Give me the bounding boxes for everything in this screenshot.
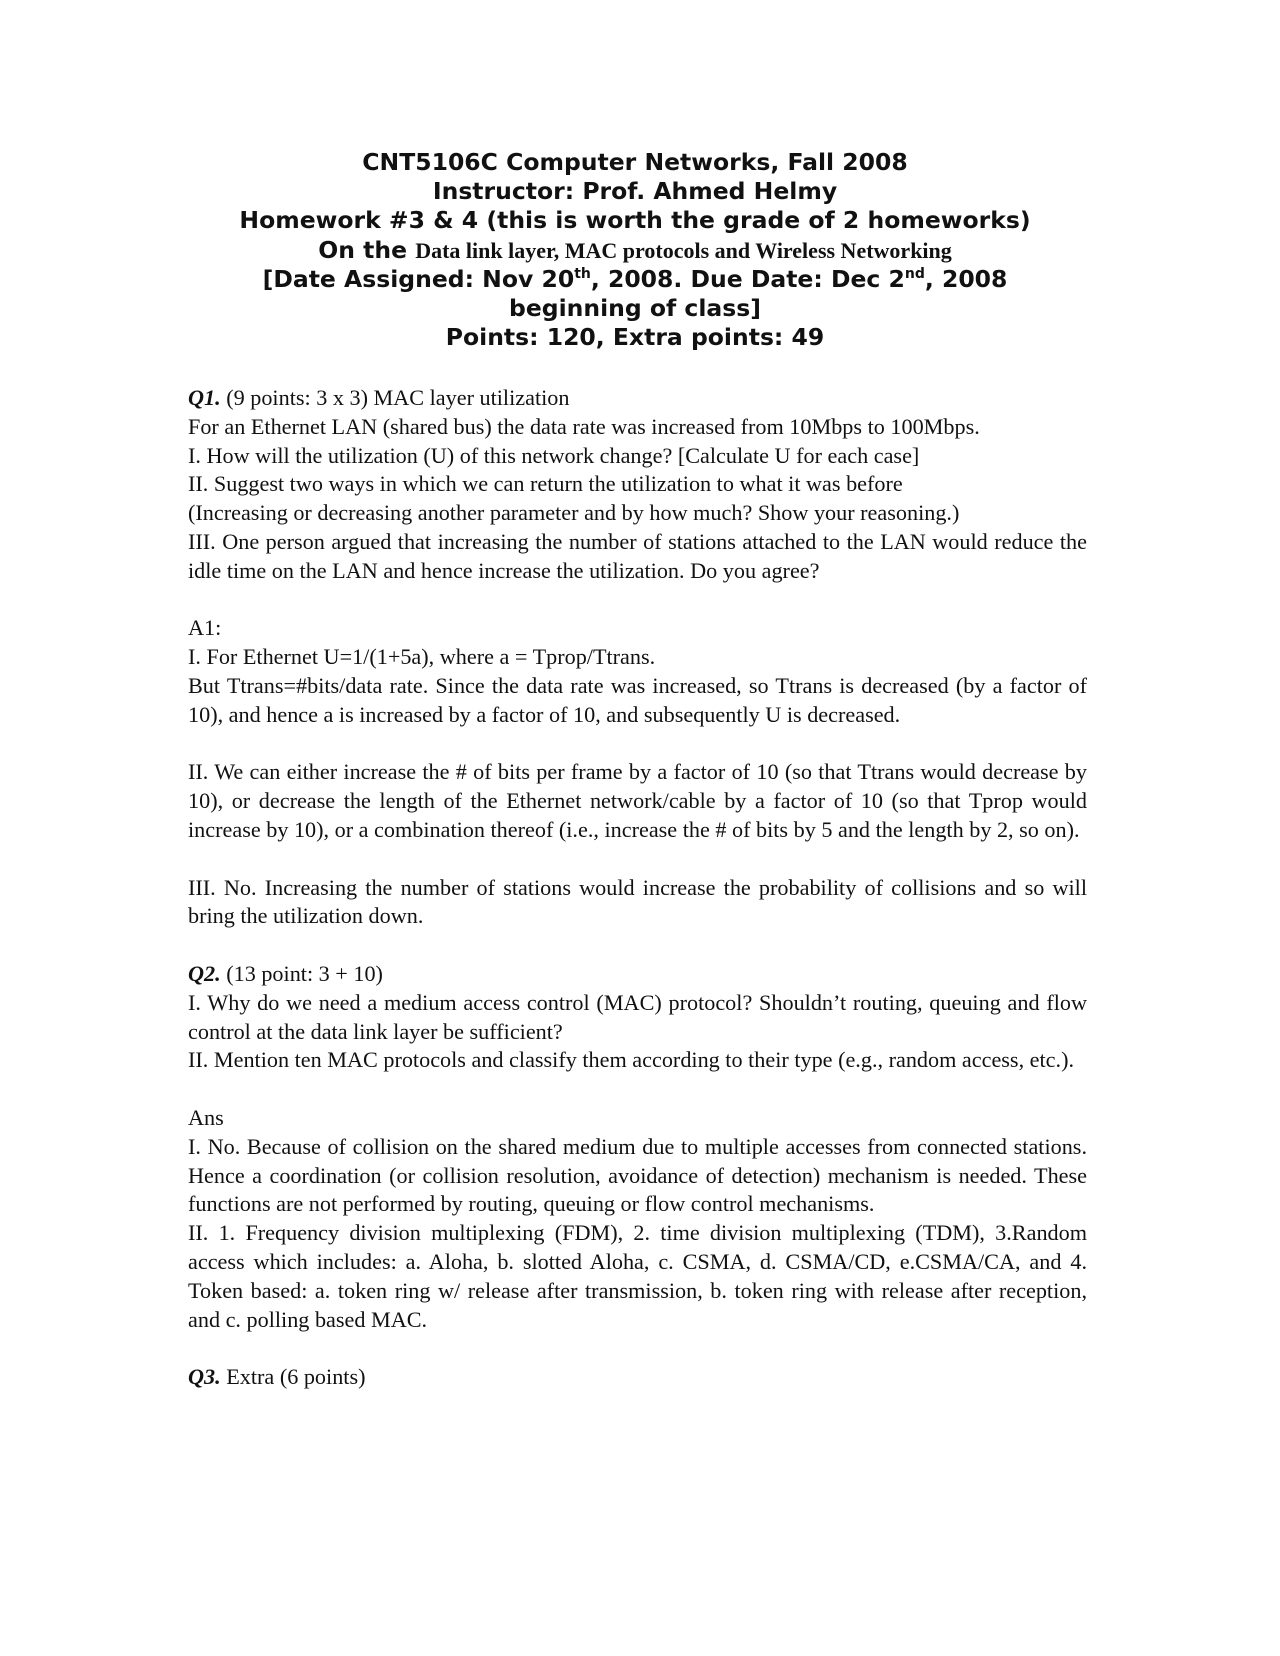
points-line: Points: 120, Extra points: 49 [445,323,825,352]
dates-line [160,265,1110,294]
instructor-line: Instructor: Prof. Ahmed Helmy [432,177,838,206]
spacer [188,1075,1087,1104]
a1-part2-paragraph: II. We can either increase the # of bits per frame by a factor of 10 (so that Ttrans would decrease by 10), or decrease the length of the Ethernet network/cable by a factor of 10 (so that Tprop would increase by 10), or a combination thereof (i.e., increase the # of bits by 5 and the length by 2, so on). [188,759,1087,842]
q3-label: Q3. [188,1364,221,1390]
ans2-part2-paragraph: II. 1. Frequency division multiplexing (FDM), 2. time division multiplexing (TDM), 3.Random access which includes: a. Aloha, b. slotted Aloha, c. CSMA, d. CSMA/CD, e.CSMA/CA, and 4. Token based: a. token ring w/ release after transmission, b. token ring with release after reception, and c. polling based MAC. [188,1220,1087,1332]
a1-label: A1: [188,615,222,641]
a1-part1-paragraph: But Ttrans=#bits/data rate. Since the data rate was increased, so Ttrans is decreased (by a factor of 10), and hence a is increased by a factor of 10, and subsequently U is decreased. [188,672,1087,727]
spacer [188,1334,1087,1363]
date-assigned: [Date Assigned: Nov 20 [262,264,575,293]
due-year: , 2008 [924,264,1008,293]
q1-line: II. Suggest two ways in which we can return the utilization to what it was before [188,471,903,497]
q1-line: For an Ethernet LAN (shared bus) the data rate was increased from 10Mbps to 100Mbps. [188,413,980,439]
q1-line: III. One person argued that increasing the number of stations attached to the LAN would reduce the idle time on the LAN and hence increase the utilization. Do you agree? [188,528,1087,583]
q2-heading [188,960,1087,989]
q1-line: I. How will the utilization (U) of this network change? [Calculate U for each case] [188,442,920,468]
ans2-part1-paragraph: I. No. Because of collision on the shared medium due to multiple accesses from connected stations. Hence a coordination (or collision resolution, avoidance of detection) mechanism is needed. These functions are not performed by routing, queuing or flow control mechanisms. [188,1133,1087,1217]
a1-part3-paragraph: III. No. Increasing the number of stations would increase the probability of collisions and so will bring the utilization down. [188,874,1087,929]
homework-title: Homework #3 & 4 (this is worth the grade of 2 homeworks) [239,206,1031,235]
q2-part1-paragraph: I. Why do we need a medium access control (MAC) protocol? Shouldn’t routing, queuing and flow control at the data link layer be sufficient? [188,989,1087,1044]
q2-title: (13 point: 3 + 10) [220,960,383,986]
due-date: , 2008. Due Date: Dec 2 [590,264,905,293]
topic-line [160,236,1110,265]
document-header [160,148,1110,352]
a1-part1-line1: I. For Ethernet U=1/(1+5a), where a = Tprop/Ttrans. [188,644,656,670]
q1-line: (Increasing or decreasing another parameter and by how much? Show your reasoning.) [188,500,960,526]
spacer [188,730,1087,759]
q1-label: Q1. [188,385,221,410]
course-title: CNT5106C Computer Networks, Fall 2008 [362,148,908,176]
date-assigned-suffix: th [574,265,591,282]
q2-part2-paragraph: II. Mention ten MAC protocols and classify them according to their type (e.g., random access, etc.). [188,1047,1075,1073]
topic-prefix: On the [318,235,408,264]
q1-heading [188,384,1087,413]
spacer [188,586,1087,615]
q2-label: Q2. [188,960,221,986]
q3-heading [188,1363,1087,1392]
spacer [188,845,1087,874]
spacer [188,931,1087,960]
ans2-label: Ans [188,1104,224,1130]
topic-text: Data link layer, MAC protocols and Wireless Networking [415,237,952,263]
beginning-line: beginning of class] [509,294,761,323]
document-body [188,384,1087,1392]
q1-title: (9 points: 3 x 3) MAC layer utilization [220,385,570,410]
due-date-suffix: nd [904,265,925,282]
q3-title: Extra (6 points) [220,1364,366,1390]
